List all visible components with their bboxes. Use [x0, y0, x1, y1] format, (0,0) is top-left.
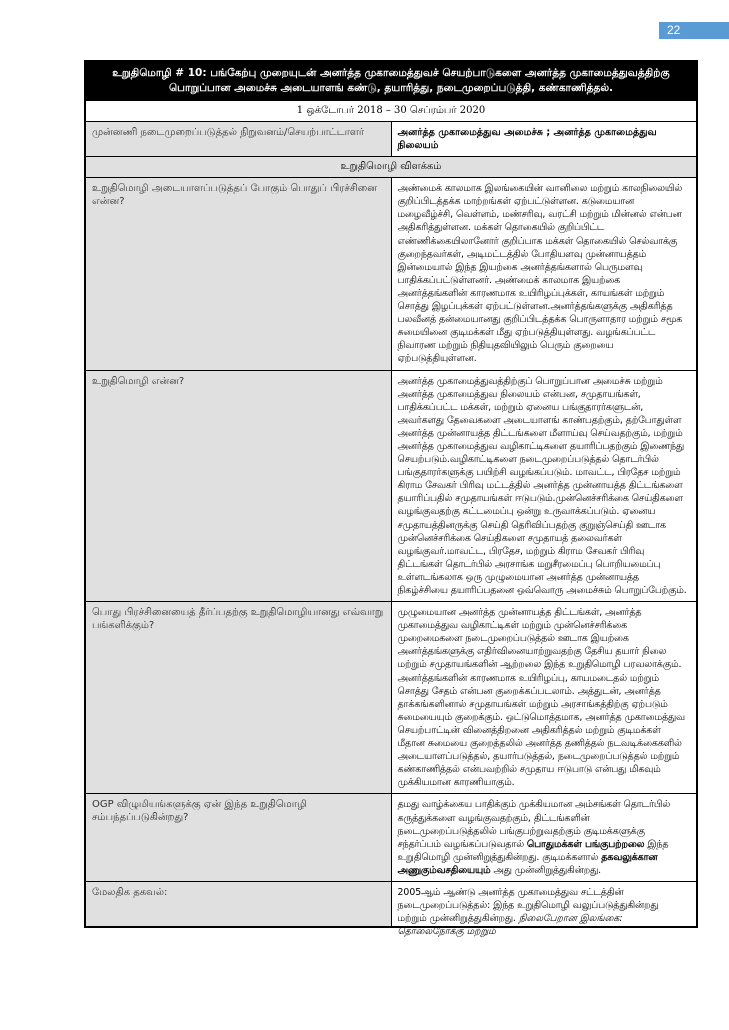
table-row: [85, 370, 697, 602]
commitment-title: உறுதிமொழி # 10: பங்கேற்பு முறையுடன் அனர்த்த முகாமைத்துவச் செயற்பாடுகளை அனர்த்த முகாமைத்துவத்திற்கு பொறுப்பான அமைச்சு அடையாளங் கண்டு, தயாரித்து, நடைமுறைப்படுத்தி, கண்காணித்தல்.: [85, 61, 697, 101]
ogp-text-part1: தமது வாழ்க்கைய பாதிக்கும் முக்கியமான அம்சங்கள் தொடர்பில் கருத்துக்களை வழங்குவதற்கும், திட்டங்களின் நடைமுறைப்படுத்தலில் பங்குபற்றுவதற்கும் குடிமக்களுக்கு சந்தர்ப்பம் வழங்கப்படுவதால்: [397, 799, 671, 850]
date-range: 1 ஒக்டோபர் 2018 – 30 செப்ரம்பர் 2020: [85, 101, 697, 122]
table-row: [85, 602, 697, 794]
additional-info-text: 2005ஆம் ஆண்டு அனர்த்த முகாமைத்துவ சட்டத்தின் நடைமுறைப்படுத்தல்: இந்த உறுதிமொழி வலுப்படுத்துகின்றது மற்றும் முன்னிறுத்துகின்றது.: [397, 886, 659, 925]
row-label-commitment: உறுதிமொழி என்ன?: [85, 370, 391, 602]
ogp-highlight-access-to-information: தகவலுக்கான அணுகும்வசதியையும்: [397, 851, 658, 876]
row-label-ogp-values: OGP விழுமியங்களுக்கு ஏன் இந்த உறுதிமொழி சம்பந்தப்படுகின்றது?: [85, 794, 391, 882]
ogp-text-part2: இந்த உறுதிமொழி முன்னிறுத்துகின்றது. குடிமக்களால்: [397, 838, 669, 863]
row-text-contribution: முழுமையான அனர்த்த முன்னாயத்த திட்டங்கள், அனர்த்த முகாமைத்துவ வழிகாட்டிகள் மற்றும் முன்னெச்சரிக்கை முறைமைகளை நடைமுறைப்படுத்தல் ஊடாக இயற்கை அனர்த்தங்களுக்கு எதிர்வினையாற்றுவதற்கு தேசிய தயார் நிலை மற்றும் சமுதாயங்களின் ஆற்றலை இந்த உறுதிமொழி பரவலாக்கும். அனர்த்தங்களின் காரணமாக உயிரிழப்பு, காயமடைதல் மற்றும் சொத்து சேதம் என்பன குறைக்கப்படலாம். அத்துடன், அனர்த்த தாக்கங்களினால் சமுதாயங்கள் மற்றும் அரசாங்கத்திற்கு ஏற்படும் சுமையையும் குறைக்கும். ஒட்டுமொத்தமாக, அனர்த்த முகாமைத்துவ செயற்பாட்டின் வினைத்திறனை அதிகரித்தல் மற்றும் குடிமக்கள் மீதான சுமையை குறைத்தலில் அனர்த்த தணித்தல் நடவடிக்கைகளில் அடையாளப்படுத்தல், தயார்படுத்தல், நடைமுறைப்படுத்தல் மற்றும் கண்காணித்தல் என்பவற்றில் சமுதாய ஈடுபாடு என்பது மிகவும் முக்கியமான காரணியாகும்.: [391, 602, 697, 794]
lead-agency-row: [85, 122, 697, 157]
additional-info-italic: நிலைபேறான இலங்கை: தொலைநோக்கு மற்றும்: [397, 913, 623, 938]
table-row: [85, 794, 697, 882]
row-label-problem: உறுதிமொழி அடையாளப்படுத்தப் போகும் பொதுப் பிரச்சினை என்ன?: [85, 178, 391, 370]
row-label-additional-info: மேலதிக தகவல்:: [85, 881, 391, 927]
table-row: [85, 881, 697, 927]
row-text-additional-info: [391, 881, 697, 938]
section-heading: உறுதிமொழி விளக்கம்: [85, 157, 697, 178]
lead-agency-value: அனர்த்த முகாமைத்துவ அமைச்சு ; அனர்த்த முகாமைத்துவ நிலையம்: [391, 122, 697, 157]
lead-agency-label: முன்னணி நடைமுறைப்படுத்தல் நிறுவனம்/செயற்பாட்டாளர்: [85, 122, 391, 157]
page-number-badge: 22: [659, 22, 729, 39]
row-text-ogp-values: [391, 794, 697, 882]
ogp-text-part3: அது முன்னிறுத்துகின்றது.: [493, 864, 602, 876]
row-text-commitment: அனர்த்த முகாமைத்துவத்திற்குப் பொறுப்பான அமைச்சு மற்றும் அனர்த்த முகாமைத்துவ நிலையம் என்பன, சமுதாயங்கள், பாதிக்கப்பட்ட மக்கள், மற்றும் ஏனைய பங்குதாரர்களுடன், அவர்களது தேவைகளை அடையாளங் காண்பதற்கும், தற்போதுள்ள அனர்த்த முன்னாயத்த திட்டங்களை மீளாய்வு செய்வதற்கும், மற்றும் அனர்த்த முகாமைத்துவ வழிகாட்டிகளை தயாரிப்பதற்கும் இணைந்து செயற்படும்.வழிகாட்டிகளை நடைமுறைப்படுத்தல் தொடர்பில் பங்குதாரர்களுக்கு பயிற்சி வழங்கப்படும். மாவட்ட, பிரதேச மற்றும் கிராம சேவகர் பிரிவு மட்டத்தில் அனர்த்த முன்னாயத்த திட்டங்களை தயாரிப்பதில் சமுதாயங்கள் ஈடுபடும்.முன்னெச்சரிக்கை செய்திகளை வழங்குவதற்கு கட்டமைப்பு ஒன்று உருவாக்கப்படும். ஏனைய சமுதாயத்தினருக்கு செய்தி தெரிவிப்பதற்கு குறுஞ்செய்தி ஊடாக முன்னெச்சரிக்கை செய்திகளை சமுதாயத் தலைவர்கள் வழங்குவர்.மாவட்ட, பிரதேச, மற்றும் கிராம சேவகர் பிரிவு திட்டங்கள் தொடர்பில் அரசாங்க மறுசீரமைப்பு பொறியமைப்பு உள்ளடங்கலாக ஒரு முழுமையான அனர்த்த முன்னாயத்த நிகழ்ச்சியை தயாரிப்பதனை ஒவ்வொரு அமைச்சும் பொறுப்பேற்கும்.: [391, 370, 697, 602]
table-row: [85, 178, 697, 370]
row-label-contribution: பொது பிரச்சினையைத் தீர்ப்பதற்கு உறுதிமொழியானது எவ்வாறு பங்களிக்கும்?: [85, 602, 391, 794]
ogp-highlight-public-participation: பொதுமக்கள் பங்குபற்றலை: [526, 838, 645, 850]
commitment-table: [84, 60, 698, 938]
row-text-problem: அண்மைக் காலமாக இலங்கையின் வானிலை மற்றும் காலநிலையில் குறிப்பிடத்தக்க மாற்றங்கள் ஏற்பட்டுள்ளன. கடுமையான மழைவீழ்ச்சி, வெள்ளம், மண்சரிவு, வரட்சி மற்றும் மின்னல் என்பன அதிகரித்துள்ளன. மக்கள் தொகையில் குறிப்பிட்ட எண்ணிக்கையிலானோர் குறிப்பாக மக்கள் தொகையில் செல்வாக்கு குறைந்தவர்கள், அடிமட்டத்தில் போதியளவு முன்னாயத்தம் இன்மையால் இந்த இயற்கை அனர்த்தங்களால் பெருமளவு பாதிக்கப்பட்டுள்ளனர். அண்மைக் காலமாக இயற்கை அனர்த்தங்களின் காரணமாக உயிரிழப்புக்கள், காயங்கள் மற்றும் சொத்து இழப்புக்கள் ஏற்பட்டுள்ளன.அனர்த்தங்களுக்கு அதிகரித்த பலவீனத் தன்மையானது குறிப்பிடத்தக்க பொருளாதார மற்றும் சமூக சுமையினை குடிமக்கள் மீது ஏற்படுத்தியுள்ளது. வழங்கப்பட்ட நிவாரண மற்றும் நிதியுதவியிலும் பெரும் குறையை ஏற்படுத்தியுள்ளன.: [391, 178, 697, 370]
